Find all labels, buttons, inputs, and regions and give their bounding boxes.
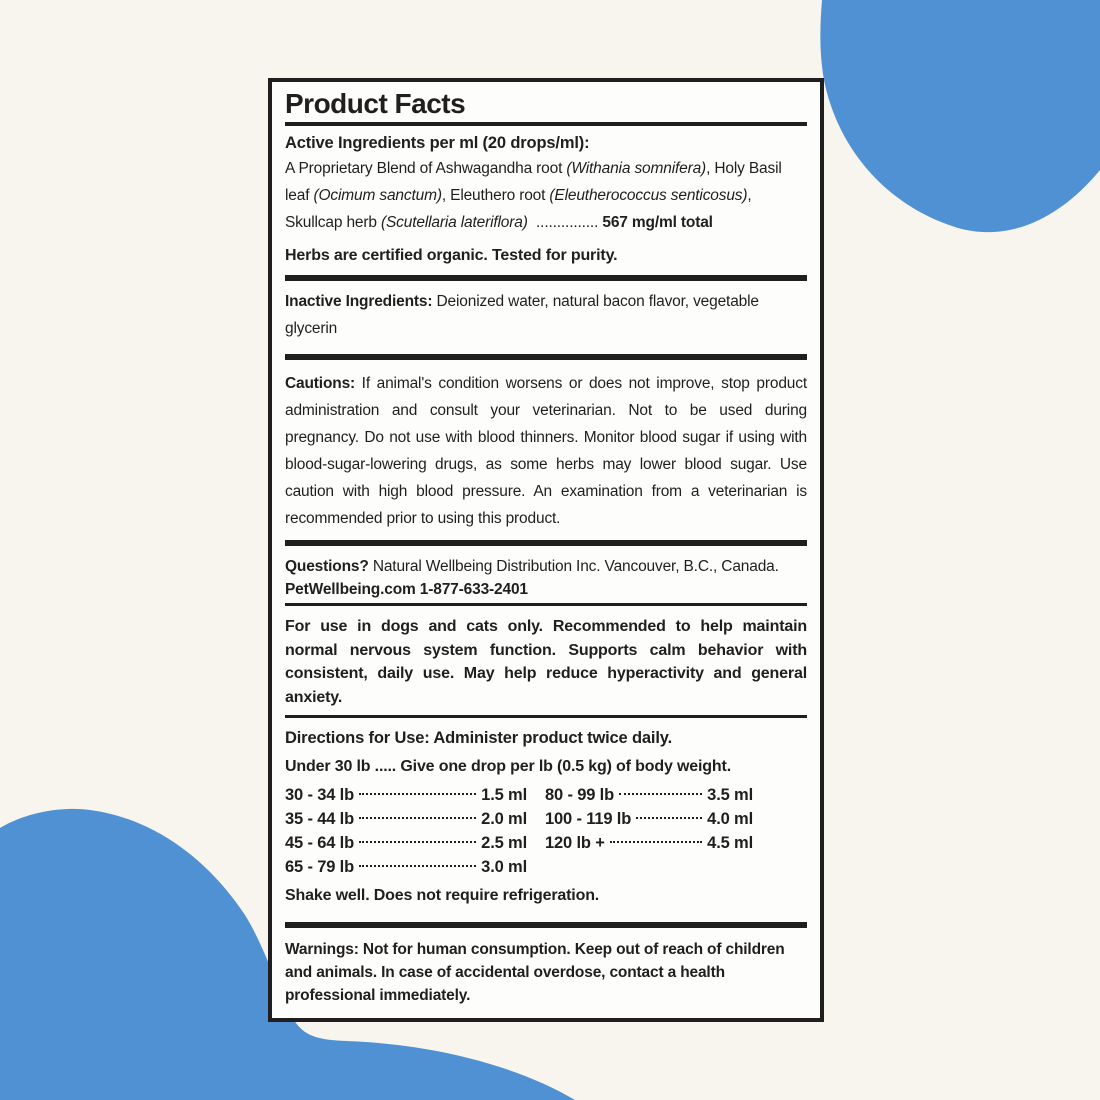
organic-note: Herbs are certified organic. Tested for purity. — [285, 247, 618, 264]
dosage-row — [545, 831, 753, 855]
dosage-weight-range: 80 - 99 lb — [545, 786, 615, 804]
shake-well-note: Shake well. Does not require refrigeration. — [285, 887, 600, 904]
dosage-row — [285, 855, 527, 879]
ingredient-segment: (Scutellaria lateriflora) — [380, 214, 528, 231]
dosage-weight-range: 30 - 34 lb — [285, 786, 355, 804]
active-ingredients-heading: Active Ingredients per ml (20 drops/ml): — [285, 134, 590, 152]
dot-leader — [359, 865, 476, 867]
dosage-row — [285, 831, 527, 855]
thin-divider — [285, 715, 807, 718]
warnings-body: Not for human consumption. Keep out of reach of children and animals. In case of accidental overdose, contact a health professional immediately. — [285, 941, 785, 1004]
dosage-column-right — [545, 783, 753, 879]
questions-block — [285, 555, 807, 601]
dosage-weight-range: 120 lb + — [545, 834, 605, 852]
ingredient-segment: (Ocimum sanctum) — [313, 187, 442, 204]
dosage-row — [545, 783, 753, 807]
dot-leader — [636, 817, 702, 819]
blob-top-right — [820, 0, 1100, 232]
questions-body: Natural Wellbeing Distribution Inc. Vancouver, B.C., Canada. — [368, 558, 779, 575]
dosage-column-left — [285, 783, 527, 879]
inactive-ingredients-body: Deionized water, natural bacon flavor, vegetable glycerin — [285, 293, 759, 337]
dosage-amount: 4.0 ml — [707, 810, 753, 828]
section-divider — [285, 275, 807, 281]
dosage-amount: 2.5 ml — [481, 834, 527, 852]
questions-label: Questions? — [285, 558, 369, 575]
dot-leader — [359, 793, 476, 795]
dosage-amount: 2.0 ml — [481, 810, 527, 828]
section-divider — [285, 922, 807, 928]
ingredient-segment: A Proprietary Blend of Ashwagandha root — [285, 160, 567, 177]
warnings-label: Warnings: — [285, 941, 359, 958]
ingredient-segment: ............... — [527, 214, 603, 231]
cautions-label: Cautions: — [285, 375, 356, 392]
dot-leader — [610, 841, 702, 843]
usage-statement: For use in dogs and cats only. Recommended to help maintain normal nervous system function. Supports calm behavior with consistent, daily use. May help reduce hyperactivity and general anxiety. — [285, 618, 807, 706]
questions-line — [285, 555, 807, 578]
inactive-ingredients-text — [285, 288, 807, 342]
dosage-amount: 3.0 ml — [481, 858, 527, 876]
dosage-weight-range: 35 - 44 lb — [285, 810, 355, 828]
cautions-body: If animal's condition worsens or does not improve, stop product administration and consult your veterinarian. Not to be used during pregnancy. Do not use with blood thinners. Monitor blood sugar if using with blood-sugar-lowering drugs, as some herbs may lower blood sugar. Use caution with high blood pressure. An examination from a veterinarian is recommended prior to using this product. — [285, 375, 807, 527]
dosage-row — [285, 807, 527, 831]
title-divider — [285, 122, 807, 126]
warnings-text — [285, 938, 807, 1007]
contact-line: PetWellbeing.com 1-877-633-2401 — [285, 581, 528, 598]
dosage-amount: 3.5 ml — [707, 786, 753, 804]
dot-leader — [619, 793, 702, 795]
active-ingredients-text — [285, 155, 807, 236]
section-divider — [285, 540, 807, 546]
dosage-table — [285, 783, 807, 879]
dot-leader — [359, 817, 476, 819]
inactive-ingredients-label: Inactive Ingredients: — [285, 293, 433, 310]
dosage-row — [545, 807, 753, 831]
dosage-weight-range: 65 - 79 lb — [285, 858, 355, 876]
directions-heading: Directions for Use: Administer product twice daily. — [285, 729, 672, 747]
ingredient-segment: , Holy Basil leaf — [285, 160, 782, 204]
dosage-row — [285, 783, 527, 807]
ingredient-segment: (Eleutherococcus senticosus) — [549, 187, 748, 204]
ingredient-segment: 567 mg/ml total — [602, 214, 713, 231]
dosage-amount: 1.5 ml — [481, 786, 527, 804]
cautions-text — [285, 370, 807, 532]
product-facts-panel — [268, 78, 824, 1022]
ingredient-segment: , Skullcap herb — [285, 187, 752, 231]
section-divider — [285, 354, 807, 360]
dosage-weight-range: 100 - 119 lb — [545, 810, 632, 828]
under-30lb-line: Under 30 lb ..... Give one drop per lb (0.5 kg) of body weight. — [285, 758, 731, 775]
dosage-weight-range: 45 - 64 lb — [285, 834, 355, 852]
dosage-amount: 4.5 ml — [707, 834, 753, 852]
ingredient-segment: (Withania somnifera) — [566, 160, 707, 177]
ingredient-segment: , Eleuthero root — [441, 187, 550, 204]
thin-divider — [285, 603, 807, 606]
panel-title: Product Facts — [285, 88, 466, 119]
dot-leader — [359, 841, 476, 843]
